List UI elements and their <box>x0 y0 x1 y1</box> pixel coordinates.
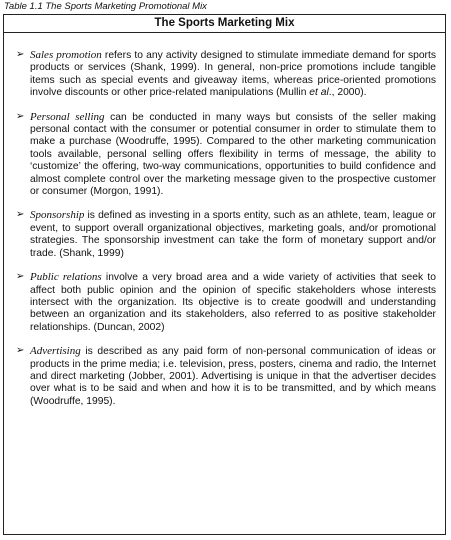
item-description: can be conducted in many ways but consists of the seller making personal contact with the consumer or potential consumer in order to stimulate them to make a purchase (Woodruffe, 1995). Compared to the other marketing communication tools available, personal selling offers flexibility in terms of message, the ability to ‘customize’ the offering, two-way communications, opportunities to build confidence and almost complete control over the marketing message given to the prospective customer or consumer (Morgon, 1991). <box>30 111 436 198</box>
list-item-advertising <box>16 345 436 408</box>
item-description: is defined as investing in a sports entity, such as an athlete, team, league or event, to support overall organizational objectives, marketing goals, and/or promotional strategies. The sponsorship investment can take the form of monetary support and/or trade. (Shank, 1999) <box>30 210 436 259</box>
item-text <box>30 111 436 199</box>
arrow-bullet-icon: ➢ <box>16 49 25 60</box>
item-term: Advertising <box>30 345 81 358</box>
list-item-public-relations <box>16 271 436 334</box>
arrow-bullet-icon: ➢ <box>16 345 25 357</box>
item-description: refers to any activity designed to stimulate immediate demand for sports products or services (Shank, 1999). In general, non-price promotions include tangible items such as special events and giveaway items, whereas price-oriented promotions involve discounts or other price-related manipulations (Mullin <box>30 50 436 99</box>
item-tail: ., 2000). <box>328 87 367 99</box>
item-term: Sponsorship <box>30 209 85 222</box>
item-term: Sales promotion <box>30 49 102 61</box>
item-text <box>30 271 436 334</box>
table-caption: Table 1.1 The Sports Marketing Promotional Mix <box>4 1 207 12</box>
sports-marketing-mix-table <box>3 14 446 535</box>
list-item-personal-selling <box>16 111 436 199</box>
arrow-bullet-icon: ➢ <box>16 209 25 221</box>
item-term: Public relations <box>30 271 102 284</box>
list-item-sponsorship <box>16 209 436 260</box>
item-etal: et al <box>309 87 329 99</box>
item-text <box>30 345 436 408</box>
item-text <box>30 209 436 260</box>
item-term: Personal selling <box>30 110 105 123</box>
arrow-bullet-icon: ➢ <box>16 110 25 122</box>
table-header: The Sports Marketing Mix <box>4 15 445 33</box>
list-item-sales-promotion <box>16 49 436 100</box>
item-description: is described as any paid form of non-personal communication of ideas or products in the prime media; i.e. television, press, posters, cinema and radio, the Internet and direct marketing (Jobber, 2001). Advertising is unique in that the advertiser decides over what is to be said and when and how it is to be transmitted, and by which means (Woodruffe, 1995). <box>30 346 436 407</box>
arrow-bullet-icon: ➢ <box>16 271 25 283</box>
item-description: involve a very broad area and a wide variety of activities that seek to affect both public opinion and the opinion of specific stakeholders whose interests intersect with the organization. Its objective is to create goodwill and understanding between an organization and its stakeholders, also referred to as positive stakeholder relationships. (Duncan, 2002) <box>30 272 436 333</box>
item-text <box>30 49 436 100</box>
item-list <box>4 33 445 408</box>
